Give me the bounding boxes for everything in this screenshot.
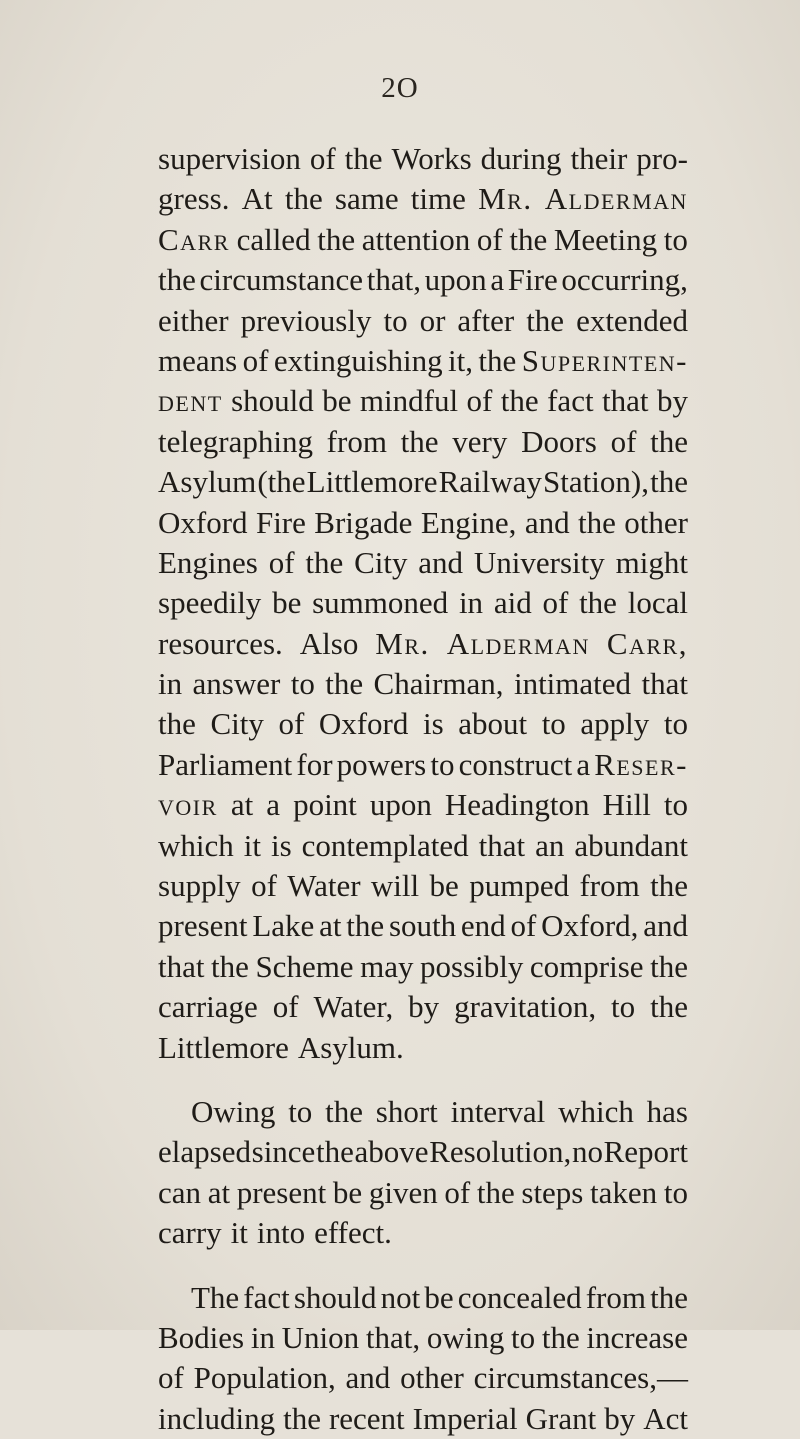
text-line xyxy=(158,1318,688,1358)
word: comprise xyxy=(529,948,644,984)
word: about xyxy=(458,706,528,742)
word: of xyxy=(510,908,537,944)
word: Hill xyxy=(602,787,651,823)
word: be xyxy=(424,1279,454,1315)
paragraph xyxy=(158,1092,688,1254)
word: an xyxy=(535,827,565,863)
word: Chairman, xyxy=(373,666,504,702)
word: of xyxy=(242,342,269,378)
word: at xyxy=(230,787,254,823)
word: into xyxy=(256,1215,306,1251)
word: during xyxy=(480,141,562,176)
word: Asylum. xyxy=(297,1029,404,1065)
text-line xyxy=(158,1132,688,1172)
word: concealed xyxy=(457,1279,582,1315)
word: Imperial xyxy=(412,1400,518,1436)
word: Brigade xyxy=(314,504,413,540)
word: of xyxy=(610,423,637,459)
text-line xyxy=(158,1028,688,1068)
word: Union xyxy=(281,1319,360,1355)
word: end xyxy=(460,908,506,944)
word: summoned xyxy=(312,585,449,621)
text-line xyxy=(158,301,688,341)
word: of xyxy=(309,141,336,176)
word: from xyxy=(579,868,640,904)
word: supervision xyxy=(158,141,301,176)
word: pro- xyxy=(636,141,688,176)
word: carry xyxy=(158,1215,222,1251)
word: at xyxy=(319,908,342,944)
word: intimated xyxy=(513,666,632,702)
text-line xyxy=(158,543,688,583)
word: the xyxy=(650,423,688,459)
word: of xyxy=(466,383,493,419)
word: can xyxy=(158,1174,202,1210)
word: to xyxy=(511,1319,536,1355)
word: elapsed xyxy=(158,1134,251,1170)
word: present xyxy=(158,908,248,944)
word: fact xyxy=(243,1279,290,1315)
word: gravitation, xyxy=(454,989,597,1025)
word: from xyxy=(585,1279,646,1315)
text-line xyxy=(158,1358,688,1398)
word: Fire xyxy=(255,504,306,540)
text-line xyxy=(158,381,688,421)
word: Bodies xyxy=(158,1319,245,1355)
word: extended xyxy=(576,302,688,338)
word: The xyxy=(191,1279,240,1315)
word: the xyxy=(650,464,688,500)
word: point xyxy=(293,787,357,823)
word: other xyxy=(400,1360,464,1396)
word: by xyxy=(408,989,440,1025)
word: Carr, xyxy=(606,625,688,661)
word: to xyxy=(290,666,315,702)
word: circumstances,— xyxy=(473,1360,688,1396)
paragraph-gap xyxy=(158,1254,688,1278)
word: the xyxy=(158,262,196,298)
text-line xyxy=(158,947,688,987)
word: other xyxy=(624,504,688,540)
word: present xyxy=(236,1174,327,1210)
word: Alderman xyxy=(446,625,590,661)
word: the xyxy=(541,1319,580,1355)
body-text xyxy=(158,139,688,1439)
word: very xyxy=(452,423,508,459)
page-number: 2O xyxy=(381,72,419,104)
word: voir xyxy=(158,787,218,823)
word: to xyxy=(663,706,688,742)
word: a xyxy=(266,787,281,823)
word: Mr. xyxy=(375,625,430,661)
word: for xyxy=(296,746,333,782)
word: apply xyxy=(580,706,650,742)
word: in xyxy=(158,666,183,702)
word: that xyxy=(478,827,526,863)
word: the xyxy=(500,383,539,419)
word: City xyxy=(210,706,264,742)
word: the xyxy=(650,1279,688,1315)
word: Report xyxy=(603,1134,688,1170)
word: City xyxy=(354,544,408,580)
word: from xyxy=(326,423,387,459)
word: gress. xyxy=(158,181,230,217)
word: dent xyxy=(158,383,223,419)
word: resources. xyxy=(158,625,283,661)
word: Resolution, xyxy=(429,1134,572,1170)
word: be xyxy=(272,585,302,621)
word: effect. xyxy=(314,1215,392,1251)
word: the xyxy=(325,1093,363,1129)
word: the xyxy=(650,948,688,984)
word: Scheme xyxy=(255,948,354,984)
word: and xyxy=(418,544,464,580)
word: extinguishing xyxy=(273,342,443,378)
word: in xyxy=(250,1319,275,1355)
text-line xyxy=(158,1278,688,1318)
word: the xyxy=(346,908,385,944)
word: answer xyxy=(192,666,281,702)
word: contemplated xyxy=(301,827,469,863)
word: of xyxy=(542,585,569,621)
word: At xyxy=(241,181,273,217)
word: Also xyxy=(299,625,359,661)
word: Population, xyxy=(193,1360,336,1396)
text-line xyxy=(158,179,688,219)
word: that xyxy=(602,383,649,419)
text-line xyxy=(158,503,688,543)
word: it, xyxy=(448,342,474,378)
word: Water xyxy=(287,868,361,904)
text-line xyxy=(158,826,688,866)
word: not xyxy=(380,1279,421,1315)
text-line xyxy=(158,704,688,744)
word: the xyxy=(283,1400,321,1436)
word: the xyxy=(158,706,196,742)
word: Engines xyxy=(158,544,258,580)
word: the xyxy=(344,141,383,176)
word: the xyxy=(305,544,344,580)
word: upon xyxy=(369,787,432,823)
word: and xyxy=(524,504,570,540)
word: of xyxy=(444,1174,471,1210)
word: Act xyxy=(643,1400,688,1436)
word: Oxford xyxy=(318,706,409,742)
word: aid xyxy=(493,585,532,621)
word: to xyxy=(288,1093,313,1129)
word: Oxford xyxy=(158,504,248,540)
word: the xyxy=(509,221,548,257)
word: carriage xyxy=(158,989,258,1025)
word: Carr xyxy=(158,221,230,257)
word: Lake xyxy=(252,908,315,944)
word: is xyxy=(422,706,444,742)
word: University xyxy=(473,544,605,580)
word: Alderman xyxy=(544,181,688,217)
word: short xyxy=(375,1093,438,1129)
word: recent xyxy=(328,1400,405,1436)
word: circumstance xyxy=(199,262,364,298)
word: either xyxy=(158,302,229,338)
word: to xyxy=(430,746,455,782)
word: means xyxy=(158,342,238,378)
text-line xyxy=(158,866,688,906)
word: be xyxy=(429,868,459,904)
word: the xyxy=(211,948,249,984)
word: it xyxy=(243,827,261,863)
word: which xyxy=(158,827,234,863)
text-line xyxy=(158,462,688,502)
text-line xyxy=(158,422,688,462)
paragraph xyxy=(158,139,688,1068)
word: Owing xyxy=(191,1093,276,1129)
word: local xyxy=(627,585,688,621)
word: speedily xyxy=(158,585,262,621)
word: after xyxy=(457,302,515,338)
word: to xyxy=(541,706,566,742)
word: Littlemore xyxy=(158,1029,289,1065)
word: Engine, xyxy=(420,504,517,540)
word: Station), xyxy=(543,464,649,500)
word: Water, xyxy=(313,989,394,1025)
word: by xyxy=(656,383,688,419)
word: by xyxy=(604,1400,636,1436)
word: to xyxy=(383,302,408,338)
word: Parliament xyxy=(158,746,293,782)
word: the xyxy=(317,221,356,257)
word: possibly xyxy=(420,948,524,984)
text-line xyxy=(158,139,688,179)
word: that, xyxy=(365,1319,421,1355)
word: telegraphing xyxy=(158,423,313,459)
word: given xyxy=(368,1174,438,1210)
word: no xyxy=(571,1134,603,1170)
word: time xyxy=(410,181,466,217)
word: south xyxy=(388,908,457,944)
word: powers xyxy=(336,746,427,782)
word: which xyxy=(558,1093,634,1129)
word: same xyxy=(334,181,399,217)
word: Works xyxy=(391,141,472,176)
text-line xyxy=(158,624,688,664)
word: be xyxy=(322,383,352,419)
word: Railway xyxy=(438,464,542,500)
word: the xyxy=(650,989,688,1025)
word: is xyxy=(270,827,292,863)
text-line xyxy=(158,220,688,260)
word: to xyxy=(663,1174,688,1210)
word: Oxford, xyxy=(541,908,639,944)
word: Superinten- xyxy=(521,342,688,378)
word: the xyxy=(476,1174,515,1210)
word: of xyxy=(278,706,305,742)
word: Doors xyxy=(521,423,597,459)
word: Asylum xyxy=(158,464,257,500)
word: attention xyxy=(361,221,471,257)
text-line xyxy=(158,1399,688,1439)
text-line xyxy=(158,260,688,300)
word: occurring, xyxy=(561,262,688,298)
word: that xyxy=(641,666,688,702)
text-line xyxy=(158,1173,688,1213)
word: owing xyxy=(426,1319,505,1355)
word: previously xyxy=(240,302,372,338)
word: the xyxy=(400,423,439,459)
word: it xyxy=(230,1215,248,1251)
word: may xyxy=(360,948,414,984)
word: interval xyxy=(450,1093,546,1129)
word: Mr. xyxy=(478,181,533,217)
word: at xyxy=(207,1174,231,1210)
word: and xyxy=(643,908,688,944)
word: to xyxy=(663,221,688,257)
word: to xyxy=(611,989,636,1025)
word: above xyxy=(354,1134,429,1170)
word: the xyxy=(315,1134,354,1170)
word: since xyxy=(251,1134,316,1170)
word: pumped xyxy=(469,868,570,904)
text-line xyxy=(158,987,688,1027)
word: abundant xyxy=(574,827,688,863)
paragraph-gap xyxy=(158,1068,688,1092)
word: that xyxy=(158,948,205,984)
text-line xyxy=(158,1092,688,1132)
word: the xyxy=(478,342,517,378)
word: should xyxy=(293,1279,377,1315)
text-line xyxy=(158,785,688,825)
word: Grant xyxy=(525,1400,597,1436)
word: Littlemore xyxy=(306,464,438,500)
text-line xyxy=(158,664,688,704)
word: called xyxy=(236,221,311,257)
word: the xyxy=(577,504,616,540)
word: has xyxy=(646,1093,688,1129)
word: the xyxy=(284,181,323,217)
word: including xyxy=(158,1400,276,1436)
word: in xyxy=(458,585,484,621)
word: of xyxy=(272,989,299,1025)
word: the xyxy=(579,585,617,621)
word: Reser- xyxy=(594,746,688,782)
word: will xyxy=(370,868,420,904)
word: to xyxy=(663,787,688,823)
word: increase xyxy=(586,1319,688,1355)
text-line xyxy=(158,1213,688,1253)
word: be xyxy=(332,1174,363,1210)
word: of xyxy=(476,221,503,257)
word: might xyxy=(615,544,688,580)
word: should xyxy=(231,383,314,419)
word: the xyxy=(526,302,565,338)
word: a xyxy=(490,262,505,298)
word: construct xyxy=(458,746,573,782)
word: and xyxy=(345,1360,391,1396)
text-line xyxy=(158,341,688,381)
word: or xyxy=(419,302,446,338)
word: of xyxy=(158,1360,184,1396)
word: of xyxy=(268,544,295,580)
text-line xyxy=(158,745,688,785)
text-line xyxy=(158,906,688,946)
word: Fire xyxy=(507,262,558,298)
word: Headington xyxy=(444,787,590,823)
word: steps xyxy=(521,1174,584,1210)
paragraph xyxy=(158,1278,688,1439)
text-line xyxy=(158,583,688,623)
word: supply xyxy=(158,868,241,904)
word: the xyxy=(650,868,688,904)
word: that, xyxy=(366,262,421,298)
word: (the xyxy=(257,464,306,500)
word: Meeting xyxy=(553,221,658,257)
word: fact xyxy=(547,383,594,419)
word: mindful xyxy=(359,383,459,419)
word: the xyxy=(325,666,364,702)
word: their xyxy=(570,141,628,176)
word: of xyxy=(251,868,277,904)
word: taken xyxy=(590,1174,658,1210)
word: a xyxy=(576,746,591,782)
word: upon xyxy=(424,262,487,298)
